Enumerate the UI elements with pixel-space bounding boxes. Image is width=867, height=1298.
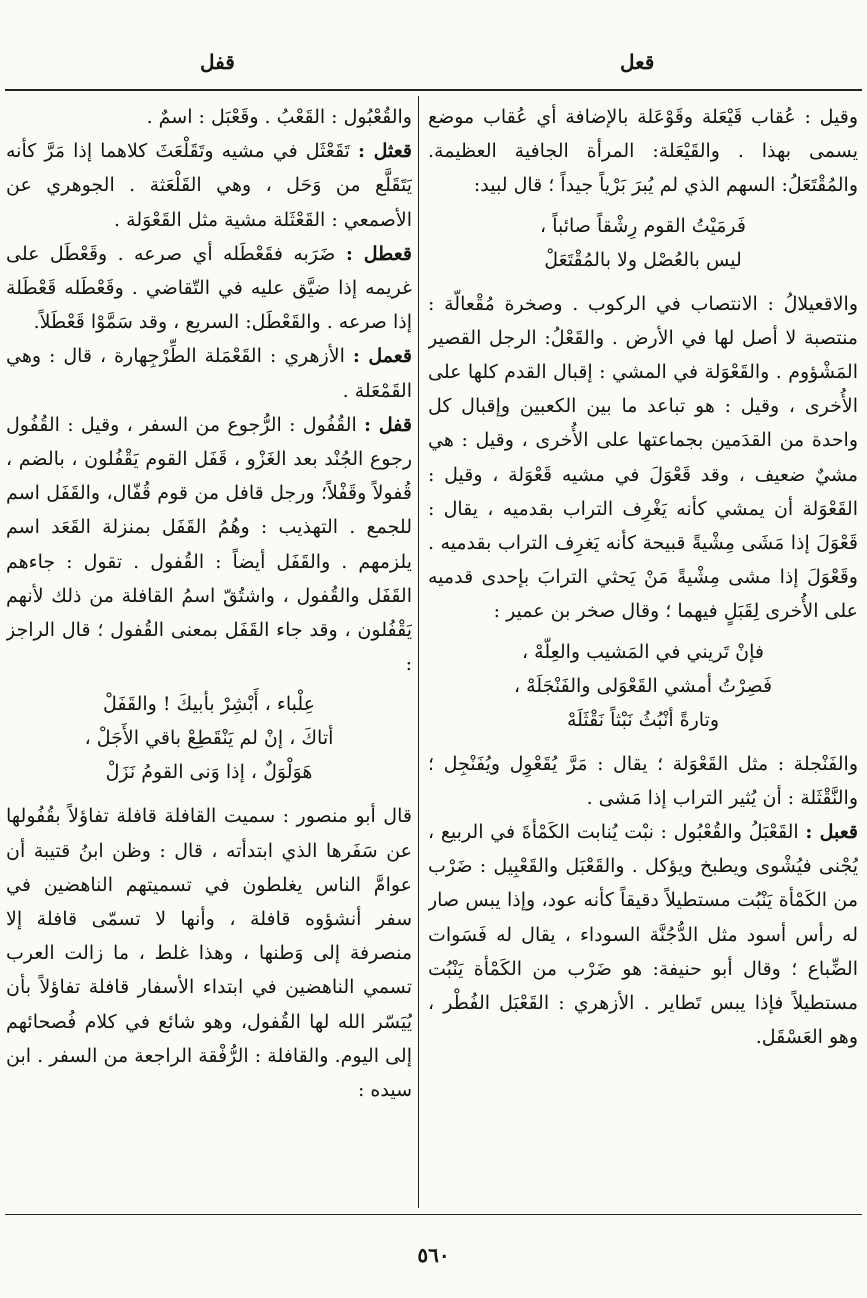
entry-body: القَعْبَلُ والقُعْبُول : نبْت يُنابت الكَمْأةَ في الربيع ، يُجْنى فيُشْوى ويطبخ ويؤكل . والقَعْبَل والقَعْبِيل : ضَرْب من الكَمْأة يَنْبُت مستطيلاً دقيقاً كأنه عود، وإذا يبس صار له رأس أسود مثل الدُّجُنَّة السوداء ، يقال له فَسَوات الضِّباع ؛ وقال أبو حنيفة: هو ضَرْب من الكَمْأة يَنْبُت مستطيلاً فإذا يبس تَطاير . الأزهري : القَعْبَل الفُطْر ، وهو العَسْقَل. [428, 821, 858, 1049]
verse-block [428, 635, 858, 737]
paragraph: والاقعيلالُ : الانتصاب في الركوب . وصخرة مُقْعالّة : منتصبة لا أصل لها في الأرض . والقَعْلُ: الرجل القصير المَشْؤوم . والقَعْوَلة في المشي : إقبال القدم كلها على الأُخرى ، وقيل : هو تباعد ما بين الكعبين وإقبال كل واحدة من القدَمين بجماعتها على الأُخرى ، وقيل : هي مشيٌ ضعيف ، وقد قَعْوَلَ في مشيه قَعْوَلة ، وقيل : القَعْوَلة أن يمشي كأنه يَغْرِف التراب بقدميه ، يقال : قَعْوَلَ إذا مَشَى مِشْيةً قبيحة كأنه يَغرِف التراب بقدميه . وقَعْوَلَ إذا مشى مِشْيةً مَنْ يَحثي الترابَ بإحدى قدميه على الأُخرى لِقَبَلٍ فيهما ؛ وقال صخر بن عمير : [428, 292, 858, 623]
entry-headword: قعمل : [352, 345, 412, 368]
entry-headword: قعبل : [805, 821, 858, 844]
verse-line: ليس بالعُصْل ولا بالمُقْتَعَلْ [544, 248, 742, 271]
bottom-rule [5, 1214, 862, 1215]
verse-block [428, 209, 858, 277]
running-head-left: قفل [200, 50, 235, 74]
entry-body: ضَرَبه فقَعْطَله أي صرعه . وقَعْطَل على غريمه إذا ضيَّق عليه في التّقاضي . وقَعْطَله قَعْطَلة إذا صرعه . والقَعْطَل: السريع ، وقد سَمَّوْا قَعْطَلاً. [6, 242, 412, 334]
verse-line: عِلْباء ، أَبْشِرْ بأبيكَ ! والقَفَلْ [102, 693, 315, 716]
left-column [6, 100, 412, 1210]
entry-headword: قعطل : [345, 242, 412, 265]
dictionary-entry [6, 408, 412, 682]
entry-body: الأزهري : القَعْمَلة الطِّرْجِهارة ، قال : وهي القَمْعَلة . [6, 345, 412, 402]
entry-body: القُفُول : الرُّجوع من السفر ، وقيل : القُفُول رجوع الجُنْد بعد الغَزْو ، قَفَل القوم يَقْفُلون ، بالضم ، قُفولاً وقَفْلاً؛ ورجل قافل من قوم قُفّال، والقَفَل اسم للجمع . التهذيب : وهُمُ القَفَل بمنزلة القَعَد اسم يلزمهم . والقَفَل أيضاً : القُفول . تقول : جاءهم القَفَل والقُفول ، واشتُقّ اسمُ القافلة من ذلك لأنهم يَقْفُلون ، وقد جاء القَفَل بمعنى القُفول ؛ قال الراجز : [6, 413, 412, 676]
verse-block [6, 687, 412, 789]
dictionary-entry [428, 815, 858, 1054]
verse-line: وتارةً أنْبُثُ نَبْثاً نَقْثَلَهْ [566, 708, 720, 731]
verse-line: فَرمَيْتُ القوم رِشْقاً صائباً ، [540, 214, 746, 237]
running-head-right: قعل [620, 50, 655, 74]
top-rule [5, 89, 862, 91]
verse-line: أتاكَ ، إنْ لم يَنْقَطِعْ باقي الأَجَلْ ، [84, 727, 334, 750]
paragraph: والفَنْجلة : مثل القَعْوَلة ؛ يقال : مَرَّ يُقَعْوِل ويُفَنْجِل ؛ والنَّقْثَلة : أن يُثير التراب إذا مَشى . [428, 752, 858, 809]
paragraph: وقيل : عُقاب قَيْعَلة وقَوْعَلة بالإضافة أي عُقاب موضع يسمى بهذا . والقَيْعَلة: المرأة الجافية العظيمة. والمُقْتَعَلُ: السهم الذي لم يُبرَ بَرْياً جيداً ؛ قال لبيد: [428, 106, 858, 197]
entry-body: تَقَعْثَل في مشيه وتَقَلْعَثَ كلاهما إذا مَرَّ كأنه يَتَقَلَّع من وَحَل ، وهي القَلْعَثة . الجوهري عن الأصمعي : القَعْثَلة مشية مثل القَعْوَلة . [6, 140, 412, 231]
verse-line: فإنْ تَريني في المَشيب والعِلّهْ ، [522, 640, 764, 663]
paragraph: قال أبو منصور : سميت القافلة قافلة تفاؤلاً بقُفُولها عن سَفَرها الذي ابتدأته ، قال : وظن ابنُ قتيبة أن عوامَّ الناس يغلطون في تسميتهم الناهضين في سفر أنشؤوه قافلة ، وأنها لا تسمّى قافلة إلا منصرفة إلى وَطنها ، وهذا غلط ، ما زالت العرب تسمي الناهضين في ابتداء الأسفار قافلة تفاؤلاً بأن يُيَسّر الله لها القُفول، وهو شائع في كلام فُصحائهم إلى اليوم. والقافلة : الرُّفْقة الراجعة من السفر . ابن سيده : [6, 805, 412, 1102]
column-divider [418, 96, 419, 1208]
dictionary-entry [6, 237, 412, 340]
verse-line: هَوَلْوَلٌ ، إذا وَنى القومُ نَزَلْ [105, 761, 313, 784]
right-column [428, 100, 858, 1210]
page-number: ٥٦٠ [417, 1243, 450, 1267]
entry-headword: قفل : [364, 413, 412, 436]
dictionary-entry [6, 339, 412, 407]
paragraph: والقُعْبُول : القَعْبُ . وقَعْبَل : اسمٌ . [146, 106, 412, 128]
verse-line: فَصِرْتُ أمشي القَعْوَلى والفَنْجَلَهْ ، [513, 674, 773, 697]
dictionary-entry [6, 134, 412, 237]
entry-headword: قعثل : [357, 140, 412, 163]
